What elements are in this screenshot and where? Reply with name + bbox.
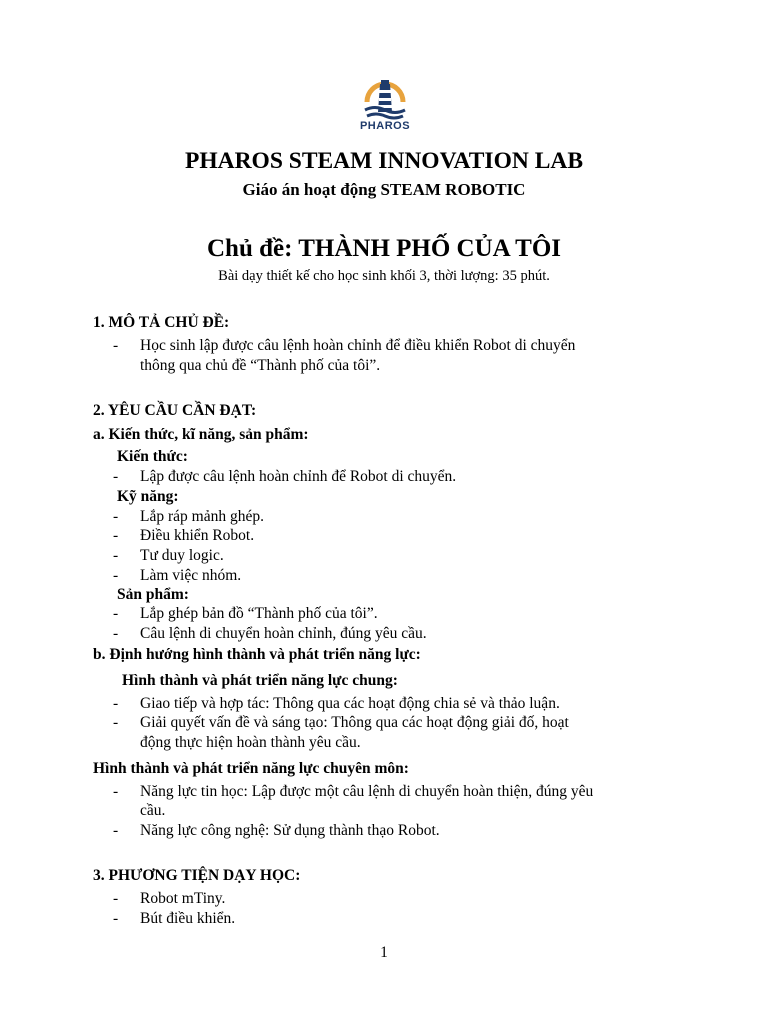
teaching-aid-item: Robot mTiny. (140, 890, 226, 907)
section-2b-heading: b. Định hướng hình thành và phát triển năng lực: (93, 646, 421, 663)
product-item: Lắp ghép bản đồ “Thành phố của tôi”. (140, 605, 378, 622)
skills-item: Tư duy logic. (140, 547, 224, 564)
general-competency-label: Hình thành và phát triển năng lực chung: (122, 672, 398, 689)
list-bullet: - (113, 910, 119, 927)
logo-text: PHAROS (359, 120, 411, 132)
lab-title: PHAROS STEAM INNOVATION LAB (184, 148, 584, 174)
list-bullet: - (113, 527, 119, 544)
list-bullet: - (113, 695, 119, 712)
skills-item: Làm việc nhóm. (140, 567, 242, 584)
knowledge-item: Lập được câu lệnh hoàn chỉnh để Robot di chuyển. (140, 468, 457, 485)
section-3-heading: 3. PHƯƠNG TIỆN DẠY HỌC: (93, 867, 301, 884)
general-competency-item-line-2: động thực hiện hoàn thành yêu cầu. (140, 734, 361, 751)
list-bullet: - (113, 508, 119, 525)
list-bullet: - (113, 625, 119, 642)
list-bullet: - (113, 890, 119, 907)
general-competency-item: Giao tiếp và hợp tác: Thông qua các hoạt động chia sẻ và thảo luận. (140, 695, 560, 712)
skills-item: Điều khiển Robot. (140, 527, 255, 544)
list-bullet: - (113, 783, 119, 800)
list-bullet: - (113, 605, 119, 622)
general-competency-item-line-1: Giải quyết vấn đề và sáng tạo: Thông qua các hoạt động giải đố, hoạt (140, 714, 569, 731)
list-bullet: - (113, 714, 119, 731)
lighthouse-icon (355, 72, 415, 120)
section-2-heading: 2. YÊU CẦU CẦN ĐẠT: (93, 402, 257, 419)
topic-title: Chủ đề: THÀNH PHỐ CỦA TÔI (206, 235, 561, 262)
list-bullet: - (113, 337, 119, 354)
pharos-logo (355, 72, 415, 136)
special-competency-item-line-2: cầu. (140, 802, 166, 819)
page-number: 1 (380, 944, 388, 961)
section-1-item-line-1: Học sinh lập được câu lệnh hoàn chỉnh để điều khiển Robot di chuyển (140, 337, 576, 354)
knowledge-label: Kiến thức: (117, 448, 188, 465)
topic-description: Bài dạy thiết kế cho học sinh khối 3, thời lượng: 35 phút. (218, 268, 550, 284)
product-label: Sản phẩm: (117, 586, 189, 603)
special-competency-item: Năng lực công nghệ: Sử dụng thành thạo Robot. (140, 822, 440, 839)
list-bullet: - (113, 547, 119, 564)
product-item: Câu lệnh di chuyển hoàn chỉnh, đúng yêu cầu. (140, 625, 427, 642)
list-bullet: - (113, 567, 119, 584)
section-1-item-line-2: thông qua chủ đề “Thành phố của tôi”. (140, 357, 381, 374)
list-bullet: - (113, 468, 119, 485)
special-competency-item-line-1: Năng lực tin học: Lập được một câu lệnh di chuyển hoàn thiện, đúng yêu (140, 783, 594, 800)
section-1-heading: 1. MÔ TẢ CHỦ ĐỀ: (93, 314, 230, 331)
teaching-aid-item: Bút điều khiển. (140, 910, 236, 927)
section-2a-heading: a. Kiến thức, kĩ năng, sản phẩm: (93, 426, 309, 443)
skills-label: Kỹ năng: (117, 488, 179, 505)
special-competency-label: Hình thành và phát triển năng lực chuyên môn: (93, 760, 409, 777)
list-bullet: - (113, 822, 119, 839)
lesson-subtitle: Giáo án hoạt động STEAM ROBOTIC (242, 180, 526, 199)
skills-item: Lắp ráp mảnh ghép. (140, 508, 264, 525)
